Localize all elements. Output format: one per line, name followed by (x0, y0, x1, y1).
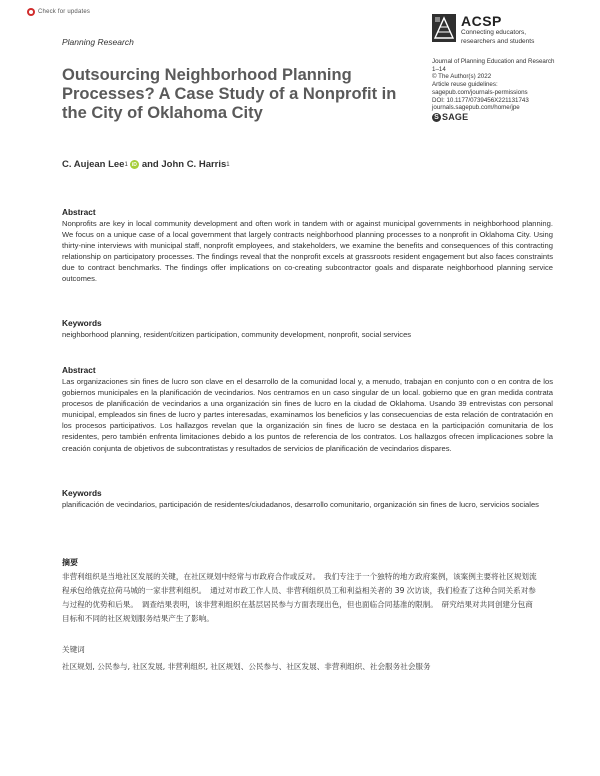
sage-logo (432, 113, 572, 122)
reuse-label: Article reuse guidelines: (432, 81, 498, 89)
reuse-link[interactable]: sagepub.com/journals-permissions (432, 88, 528, 96)
abstract-chinese (62, 557, 540, 626)
keywords-text: 社区规划, 公民参与, 社区发展, 非营利组织, 社区规划、公民参与、社区发展、非营利组织、社会服务社会服务 (62, 662, 431, 671)
copyright: © The Author(s) 2022 (432, 73, 492, 81)
keywords-text: neighborhood planning, resident/citizen participation, community development, nonprofit, social services (62, 330, 412, 339)
publisher-name: ACSP (461, 13, 502, 29)
acsp-logo-icon (432, 14, 456, 42)
abstract-heading: 摘要 (62, 558, 78, 567)
author-2[interactable]: and John C. Harris (141, 159, 227, 170)
keywords-heading: 关键词 (62, 645, 85, 654)
check-for-updates-badge[interactable] (27, 8, 90, 16)
abstract-heading: Abstract (62, 207, 96, 217)
author-1[interactable]: C. Aujean Lee (62, 159, 125, 170)
keywords-chinese (62, 644, 540, 674)
publisher-tagline-2: researchers and students (461, 37, 535, 45)
publisher-logo (432, 14, 534, 45)
abstract-text: Nonprofits are key in local community development and often work in tandem with or against municipal governments in neighborhood planning. We focus on a unique case of a local government that largely contracts neighborhood planning processes to a nonprofit in Oklahoma City. Using thirty-nine interviews with municipal staff, nonprofit employees, and stakeholders, we examine the benefits and consequences of this contracting relationship on participatory processes. The findings reveal that the nonprofit excels at grassroots resident engagement but also faces constraints due to contract benchmarks. The findings offer implications on co-creating subcontractor goals and disparate neighborhood planning service outcomes. (62, 219, 553, 284)
sage-icon: S (432, 113, 441, 122)
author-list (62, 159, 230, 170)
orcid-icon[interactable]: iD (131, 161, 137, 168)
keywords-english (62, 318, 553, 340)
abstract-heading: Abstract (62, 365, 96, 375)
keywords-text: planificación de vecindarios, participación de residentes/ciudadanos, desarrollo comunitario, organización sin fines de lucro, servicios sociales (62, 500, 539, 509)
abstract-text: 非营利组织是当地社区发展的关键，在社区规划中经常与市政府合作或反对。 我们专注于一个独特的地方政府案例，该案例主要将社区规划流程承包给俄克拉荷马城的一家非营利组织。 通过对市政工作人员、非营利组织员工和利益相关者的 39 次访谈，我们检查了这种合同关系对参与过程的优势和后果。 调查结果表明，该非营利组织在基层居民参与方面表现出色，但也面临合同基准的限制。 研究结果对共同创建分包商目标和不同的社区规划服务结果产生了影响。 (62, 572, 537, 623)
badge-label: Check for updates (38, 9, 91, 15)
abstract-text: Las organizaciones sin fines de lucro son clave en el desarrollo de la comunidad local y, a menudo, trabajan en conjunto con o en contra de los gobiernos municipales en la planificación de vecindarios. Nos centramos en un caso singular de un local. gobierno que en gran medida contrata procesos de planificación de vecindarios a una organización sin fines de lucro en la ciudad de Oklahoma. Usando 39 entrevistas con personal municipal, empleados sin fines de lucro y partes interesadas, examinamos los beneficios y las consecuencias de esta relación de contratación en los procesos participativos. Los hallazgos revelan que la organización sin fines de lucro se destaca en la participación comunitaria de los residentes, pero también enfrenta limitaciones debido a los puntos de referencia de los contratos. Los hallazgos ofrecen implicaciones sobre la creación conjunta de objetivos de subcontratistas y resultados de servicios de planificación de vecindarios dispares. (62, 377, 553, 453)
page-range: 1–14 (432, 65, 446, 73)
doi[interactable]: DOI: 10.1177/0739456X221131743 (432, 96, 529, 104)
author-2-affiliation: 1 (226, 161, 230, 168)
abstract-spanish (62, 365, 553, 454)
journal-home-link[interactable]: journals.sagepub.com/home/jpe (432, 104, 520, 112)
keywords-heading: Keywords (62, 488, 102, 498)
author-1-affiliation: 1 (124, 161, 128, 168)
publisher-tagline-1: Connecting educators, (461, 29, 527, 36)
journal-section: Planning Research (62, 37, 134, 47)
article-meta (432, 58, 572, 122)
keywords-spanish (62, 488, 553, 510)
crossmark-icon (27, 8, 35, 16)
journal-name: Journal of Planning Education and Research (432, 58, 555, 65)
sage-wordmark: SAGE (442, 111, 469, 122)
abstract-english (62, 207, 553, 285)
article-title: Outsourcing Neighborhood Planning Processes? A Case Study of a Nonprofit in the City of Oklahoma City (62, 66, 397, 122)
keywords-heading: Keywords (62, 318, 102, 328)
